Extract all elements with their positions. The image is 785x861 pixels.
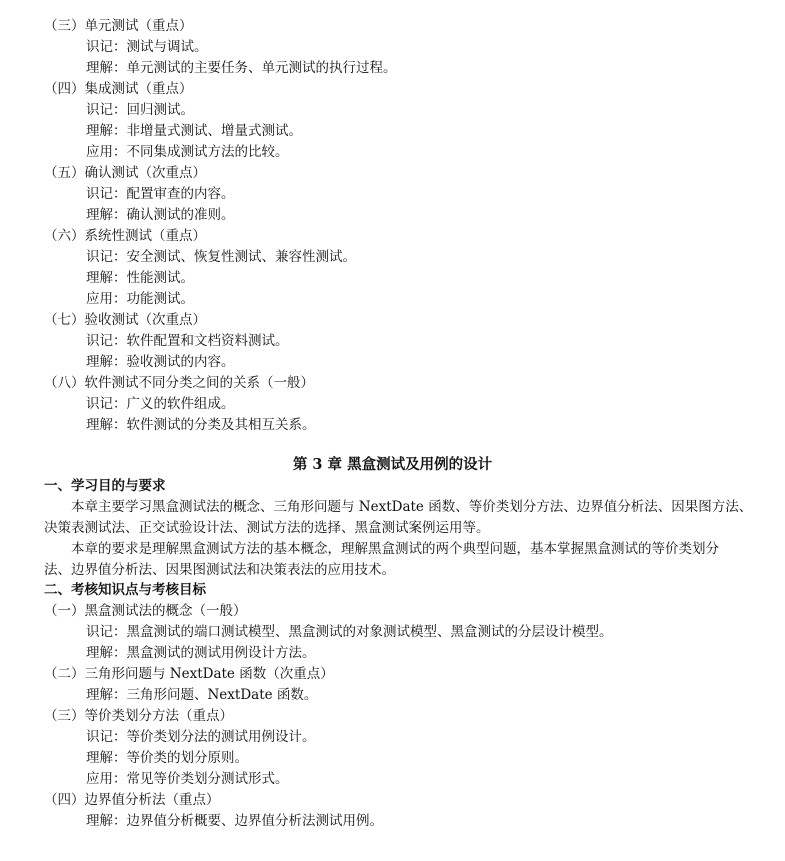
- topic-heading-triangle-nextdate: （二）三角形问题与 NextDate 函数（次重点）: [44, 666, 334, 682]
- list-item: 理解：单元测试的主要任务、单元测试的执行过程。: [86, 60, 397, 76]
- intro-paragraph-line: 决策表测试法、正交试验设计法、测试方法的选择、黑盒测试案例运用等。: [44, 520, 490, 536]
- topic-heading-blackbox-concept: （一）黑盒测试法的概念（一般）: [44, 603, 247, 619]
- list-item: 理解：验收测试的内容。: [86, 354, 235, 370]
- section-heading-unit-test: （三）单元测试（重点）: [44, 18, 193, 34]
- list-item: 理解：确认测试的准则。: [86, 207, 235, 223]
- chapter-title: 第 3 章 黑盒测试及用例的设计: [292, 456, 493, 473]
- section-heading-integration-test: （四）集成测试（重点）: [44, 81, 193, 97]
- section-heading-confirm-test: （五）确认测试（次重点）: [44, 165, 206, 181]
- list-item: 理解：性能测试。: [86, 270, 194, 286]
- list-item: 识记：黑盒测试的端口测试模型、黑盒测试的对象测试模型、黑盒测试的分层设计模型。: [86, 624, 613, 640]
- list-item: 识记：回归测试。: [86, 102, 194, 118]
- goals-heading: 一、学习目的与要求: [44, 478, 166, 494]
- intro-paragraph-line: 法、边界值分析法、因果图测试法和决策表法的应用技术。: [44, 562, 395, 578]
- section-heading-classification: （八）软件测试不同分类之间的关系（一般）: [44, 375, 314, 391]
- section-heading-acceptance-test: （七）验收测试（次重点）: [44, 312, 206, 328]
- list-item: 理解：等价类的划分原则。: [86, 750, 248, 766]
- list-item: 应用：不同集成测试方法的比较。: [86, 144, 289, 160]
- list-item: 理解：黑盒测试的测试用例设计方法。: [86, 645, 316, 661]
- list-item: 识记：测试与调试。: [86, 39, 208, 55]
- list-item: 理解：软件测试的分类及其相互关系。: [86, 417, 316, 433]
- section-heading-system-test: （六）系统性测试（重点）: [44, 228, 206, 244]
- topic-heading-equivalence-class: （三）等价类划分方法（重点）: [44, 708, 233, 724]
- list-item: 应用：常见等价类划分测试形式。: [86, 771, 289, 787]
- list-item: 识记：广义的软件组成。: [86, 396, 235, 412]
- list-item: 理解：边界值分析概要、边界值分析法测试用例。: [86, 813, 383, 829]
- list-item: 识记：软件配置和文档资料测试。: [86, 333, 289, 349]
- list-item: 识记：配置审查的内容。: [86, 186, 235, 202]
- list-item: 理解：非增量式测试、增量式测试。: [86, 123, 302, 139]
- list-item: 识记：安全测试、恢复性测试、兼容性测试。: [86, 249, 356, 265]
- exam-heading: 二、考核知识点与考核目标: [44, 582, 206, 598]
- intro-paragraph-line: 本章主要学习黑盒测试法的概念、三角形问题与 NextDate 函数、等价类划分方法、边界值分析法、因果图方法、: [71, 499, 753, 515]
- list-item: 识记：等价类划分法的测试用例设计。: [86, 729, 316, 745]
- topic-heading-boundary-value: （四）边界值分析法（重点）: [44, 792, 220, 808]
- intro-paragraph-line: 本章的要求是理解黑盒测试方法的基本概念，理解黑盒测试的两个典型问题，基本掌握黑盒测试的等价类划分: [71, 541, 719, 557]
- list-item: 理解：三角形问题、NextDate 函数。: [86, 687, 318, 703]
- list-item: 应用：功能测试。: [86, 291, 194, 307]
